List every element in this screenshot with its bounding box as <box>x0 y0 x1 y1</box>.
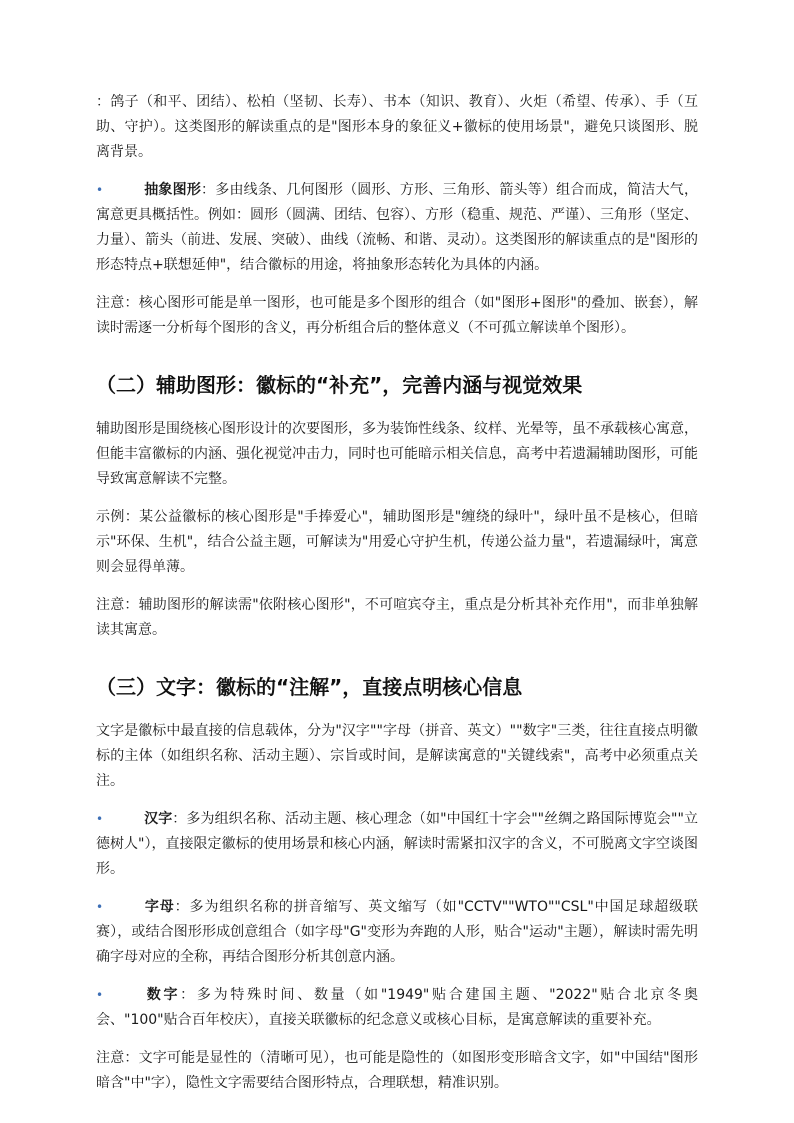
bullet-term: 抽象图形 <box>144 182 202 198</box>
bullet-abstract-graphics <box>96 178 698 278</box>
bullet-text: ：多为组织名称的拼音缩写、英文缩写（如"CCTV""WTO""CSL"中国足球超级联赛），或结合图形形成创意组合（如字母"G"变形为奔跑的人形，贴合"运动"主题），解读时需先明确字母对应的全称，再结合图形分析其创意内涵。 <box>96 899 698 965</box>
bullet-text: ：多为组织名称、活动主题、核心理念（如"中国红十字会""丝绸之路国际博览会""立德树人"），直接限定徽标的使用场景和核心内涵，解读时需紧扣汉字的含义，不可脱离文字空谈图形。 <box>96 811 699 877</box>
bullet-text: ：多为特殊时间、数量（如"1949"贴合建国主题、"2022"贴合北京冬奥会、"100"贴合百年校庆），直接关联徽标的纪念意义或核心目标，是寓意解读的重要补充。 <box>96 987 698 1028</box>
bullet-chinese-characters <box>96 807 698 882</box>
auxiliary-example: 示例：某公益徽标的核心图形是"手捧爱心"，辅助图形是"缠绕的绿叶"，绿叶虽不是核心，但暗示"环保、生机"，结合公益主题，可解读为"用爱心守护生机，传递公益力量"，若遗漏绿叶，寓意则会显得单薄。 <box>96 509 698 575</box>
auxiliary-note: 注意：辅助图形的解读需"依附核心图形"，不可喧宾夺主，重点是分析其补充作用"，而非单独解读其寓意。 <box>96 597 698 638</box>
bullet-numbers <box>96 983 698 1033</box>
bullet-dot-icon: • <box>96 812 104 826</box>
intro-continuation: ：鸽子（和平、团结）、松柏（坚韧、长寿）、书本（知识、教育）、火炬（希望、传承）、手（互助、守护）。这类图形的解读重点的是"图形本身的象征义+徽标的使用场景"，避免只谈图形、脱离背景。 <box>96 94 698 160</box>
bullet-dot-icon: • <box>96 183 104 197</box>
bullet-letters <box>96 895 698 970</box>
bullet-text: ：多由线条、几何图形（圆形、方形、三角形、箭头等）组合而成，简洁大气，寓意更具概括性。例如：圆形（圆满、团结、包容）、方形（稳重、规范、严谨）、三角形（坚定、力量）、箭头（前进、发展、突破）、曲线（流畅、和谐、灵动）。这类图形的解读重点的是"图形的形态特点+联想延伸"，结合徽标的用途，将抽象形态转化为具体的内涵。 <box>96 182 699 273</box>
text-note: 注意：文字可能是显性的（清晰可见），也可能是隐性的（如图形变形暗含文字，如"中国结"图形暗含"中"字），隐性文字需要结合图形特点，合理联想，精准识别。 <box>96 1050 698 1091</box>
text-intro: 文字是徽标中最直接的信息载体，分为"汉字""字母（拼音、英文）""数字"三类，往往直接点明徽标的主体（如组织名称、活动主题）、宗旨或时间，是解读寓意的"关键线索"，高考中必须重点关注。 <box>96 723 698 789</box>
section-heading-auxiliary: （二）辅助图形：徽标的“补充”，完善内涵与视觉效果 <box>96 373 583 397</box>
note-core-graphics: 注意：核心图形可能是单一图形，也可能是多个图形的组合（如"图形+图形"的叠加、嵌套），解读时需逐一分析每个图形的含义，再分析组合后的整体意义（不可孤立解读单个图形）。 <box>96 295 698 336</box>
bullet-term: 字母 <box>144 899 175 915</box>
auxiliary-intro: 辅助图形是围绕核心图形设计的次要图形，多为装饰性线条、纹样、光晕等，虽不承载核心寓意，但能丰富徽标的内涵、强化视觉冲击力，同时也可能暗示相关信息，高考中若遗漏辅助图形，可能导致寓意解读不完整。 <box>96 421 698 487</box>
section-heading-text: （三）文字：徽标的“注解”，直接点明核心信息 <box>96 675 523 699</box>
bullet-term: 数字 <box>144 987 181 1003</box>
bullet-term: 汉字 <box>144 811 173 827</box>
bullet-dot-icon: • <box>96 900 104 914</box>
bullet-dot-icon: • <box>96 988 104 1002</box>
